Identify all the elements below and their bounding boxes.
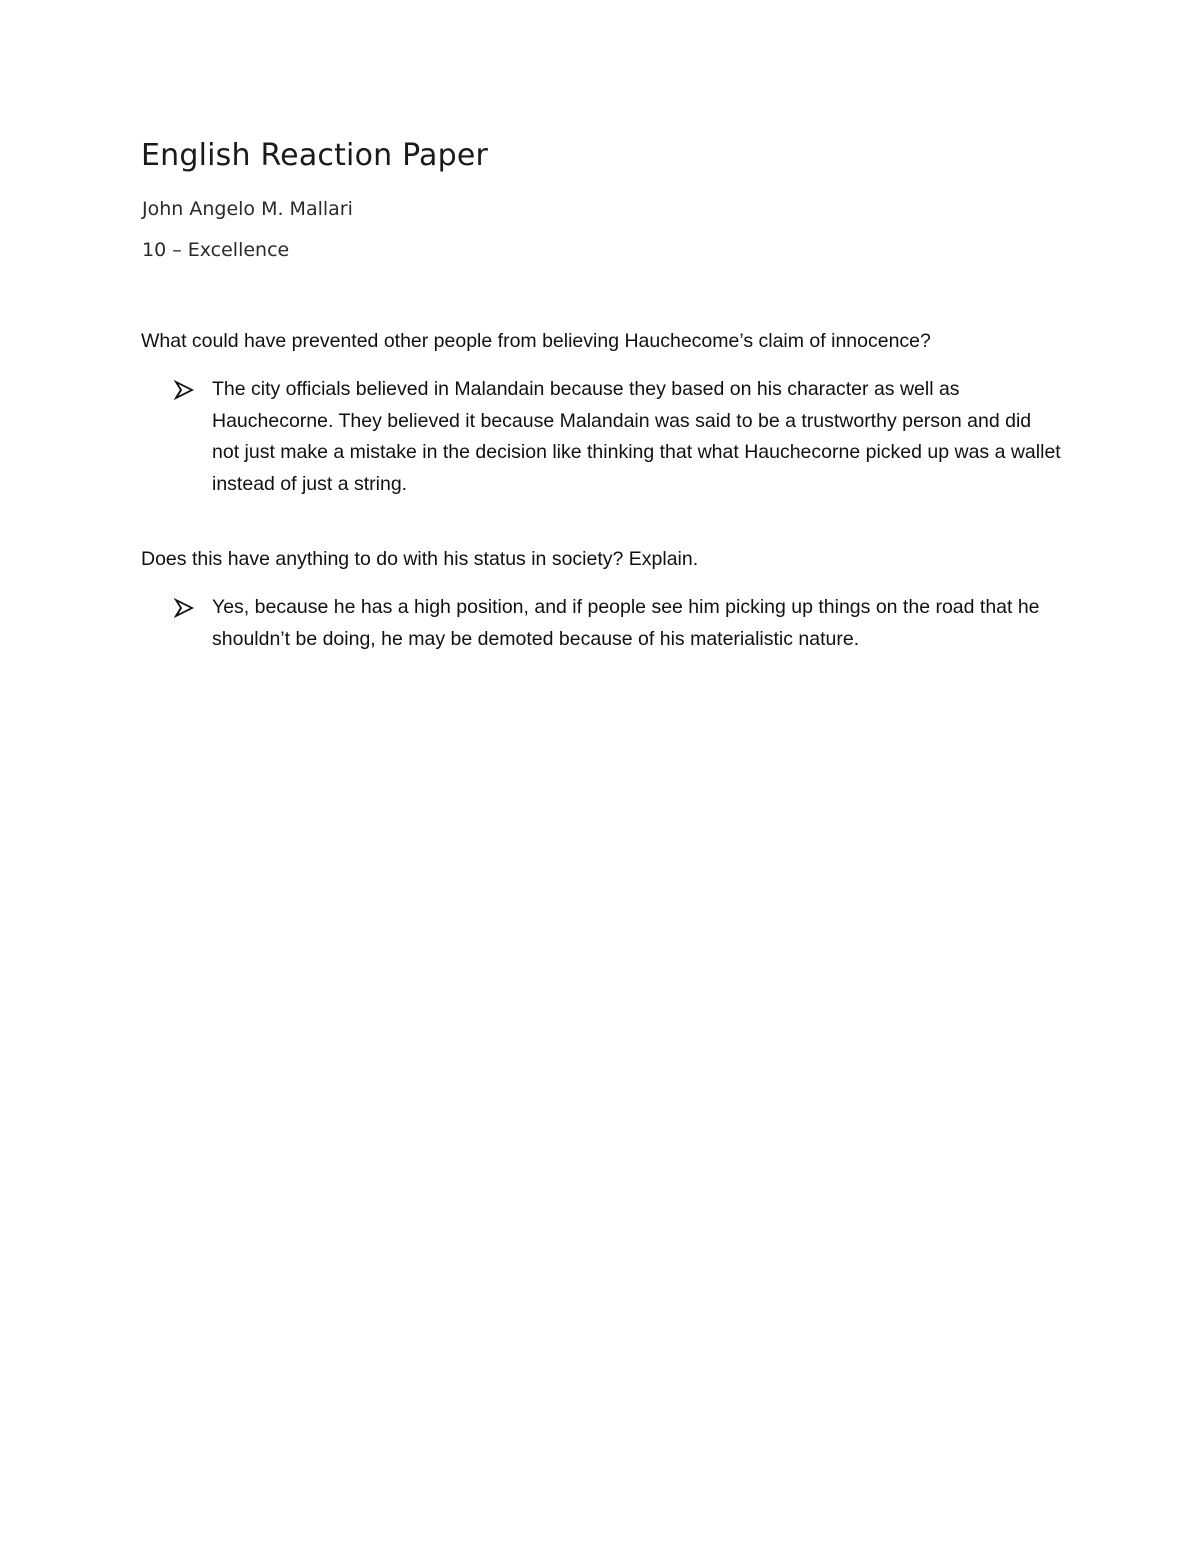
arrowhead-bullet-icon bbox=[174, 380, 194, 400]
document-title: English Reaction Paper bbox=[141, 138, 489, 173]
question-1: What could have prevented other people from believing Hauchecome’s claim of innocence? bbox=[141, 330, 931, 352]
answer-2: Yes, because he has a high position, and if people see him picking up things on the road that he shouldn’t be doing, he may be demoted because of his materialistic nature. bbox=[212, 596, 1040, 650]
author-name: John Angelo M. Mallari bbox=[142, 198, 353, 220]
answer-1: The city officials believed in Malandain because they based on his character as well as Hauchecorne. They believed it because Malandain was said to be a trustworthy person and did not just make a mistake in the decision like thinking that what Hauchecorne picked up was a wallet instead of just a string. bbox=[212, 378, 1061, 495]
question-2: Does this have anything to do with his status in society? Explain. bbox=[141, 548, 699, 570]
arrowhead-bullet-icon bbox=[174, 598, 194, 618]
class-section: 10 – Excellence bbox=[142, 239, 290, 261]
